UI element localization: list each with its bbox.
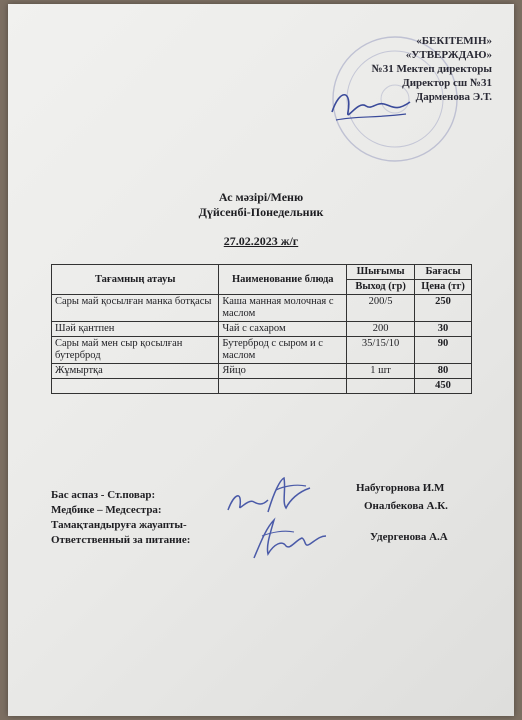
dish-output: 35/15/10 (347, 337, 415, 364)
nurse-name: Оналбекова А.К. (364, 500, 448, 512)
dish-price: 30 (415, 322, 472, 337)
table-row (52, 322, 472, 337)
table-row (52, 295, 472, 322)
table-total-row (52, 379, 472, 394)
header-price-ru: Цена (тг) (415, 280, 472, 295)
responsible-label-ru: Ответственный за питание: (51, 534, 191, 546)
header-name-ru: Наименование блюда (219, 265, 347, 295)
dish-name-kz: Шәй қантпен (52, 322, 219, 337)
dish-name-ru: Бутерброд с сыром и с маслом (219, 337, 347, 364)
approval-line-kz: «БЕКІТЕМІН» (416, 35, 492, 47)
header-output-kz: Шығымы (347, 265, 415, 280)
responsible-name: Удергенова А.А (370, 531, 448, 543)
dish-output: 1 шт (347, 364, 415, 379)
director-signature (326, 82, 416, 130)
table-row (52, 364, 472, 379)
signature-labels (51, 488, 190, 548)
header-output-ru: Выход (гр) (347, 280, 415, 295)
approval-director-kz: №31 Мектеп директоры (371, 63, 492, 75)
dish-price: 90 (415, 337, 472, 364)
total-price: 450 (415, 379, 472, 394)
responsible-label-kz: Тамақтандыруға жауапты- (51, 519, 187, 531)
header-price-kz: Бағасы (415, 265, 472, 280)
approval-director-ru: Директор сш №31 (402, 77, 492, 89)
header-name-kz: Тағамның атауы (52, 265, 219, 295)
menu-date: 27.02.2023 ж/г (223, 234, 299, 248)
document-page (8, 4, 514, 716)
total-empty-cell (219, 379, 347, 394)
responsible-signature (248, 514, 328, 562)
total-empty-cell (52, 379, 219, 394)
dish-name-kz: Сары май мен сыр қосылған бутерброд (52, 337, 219, 364)
dish-output: 200 (347, 322, 415, 337)
dish-name-ru: Яйцо (219, 364, 347, 379)
dish-price: 80 (415, 364, 472, 379)
menu-heading (0, 190, 522, 249)
dish-price: 250 (415, 295, 472, 322)
dish-output: 200/5 (347, 295, 415, 322)
menu-day: Дүйсенбі-Понедельник (198, 205, 324, 219)
chef-name: Набугорнова И.М (356, 482, 445, 494)
approval-line-ru: «УТВЕРЖДАЮ» (405, 49, 492, 61)
menu-title: Ас мәзірі/Меню (218, 190, 304, 204)
table-header-row (52, 265, 472, 280)
menu-table (51, 264, 472, 394)
chef-signature (224, 472, 314, 518)
dish-name-ru: Каша манная молочная с маслом (219, 295, 347, 322)
nurse-label: Медбике – Медсестра: (51, 504, 162, 516)
dish-name-ru: Чай с сахаром (219, 322, 347, 337)
approval-director-name: Дарменова Э.Т. (415, 91, 492, 103)
table-row (52, 337, 472, 364)
dish-name-kz: Жұмыртқа (52, 364, 219, 379)
total-empty-cell (347, 379, 415, 394)
chef-label: Бас аспаз - Ст.повар: (51, 489, 156, 501)
dish-name-kz: Сары май қосылған манка ботқасы (52, 295, 219, 322)
